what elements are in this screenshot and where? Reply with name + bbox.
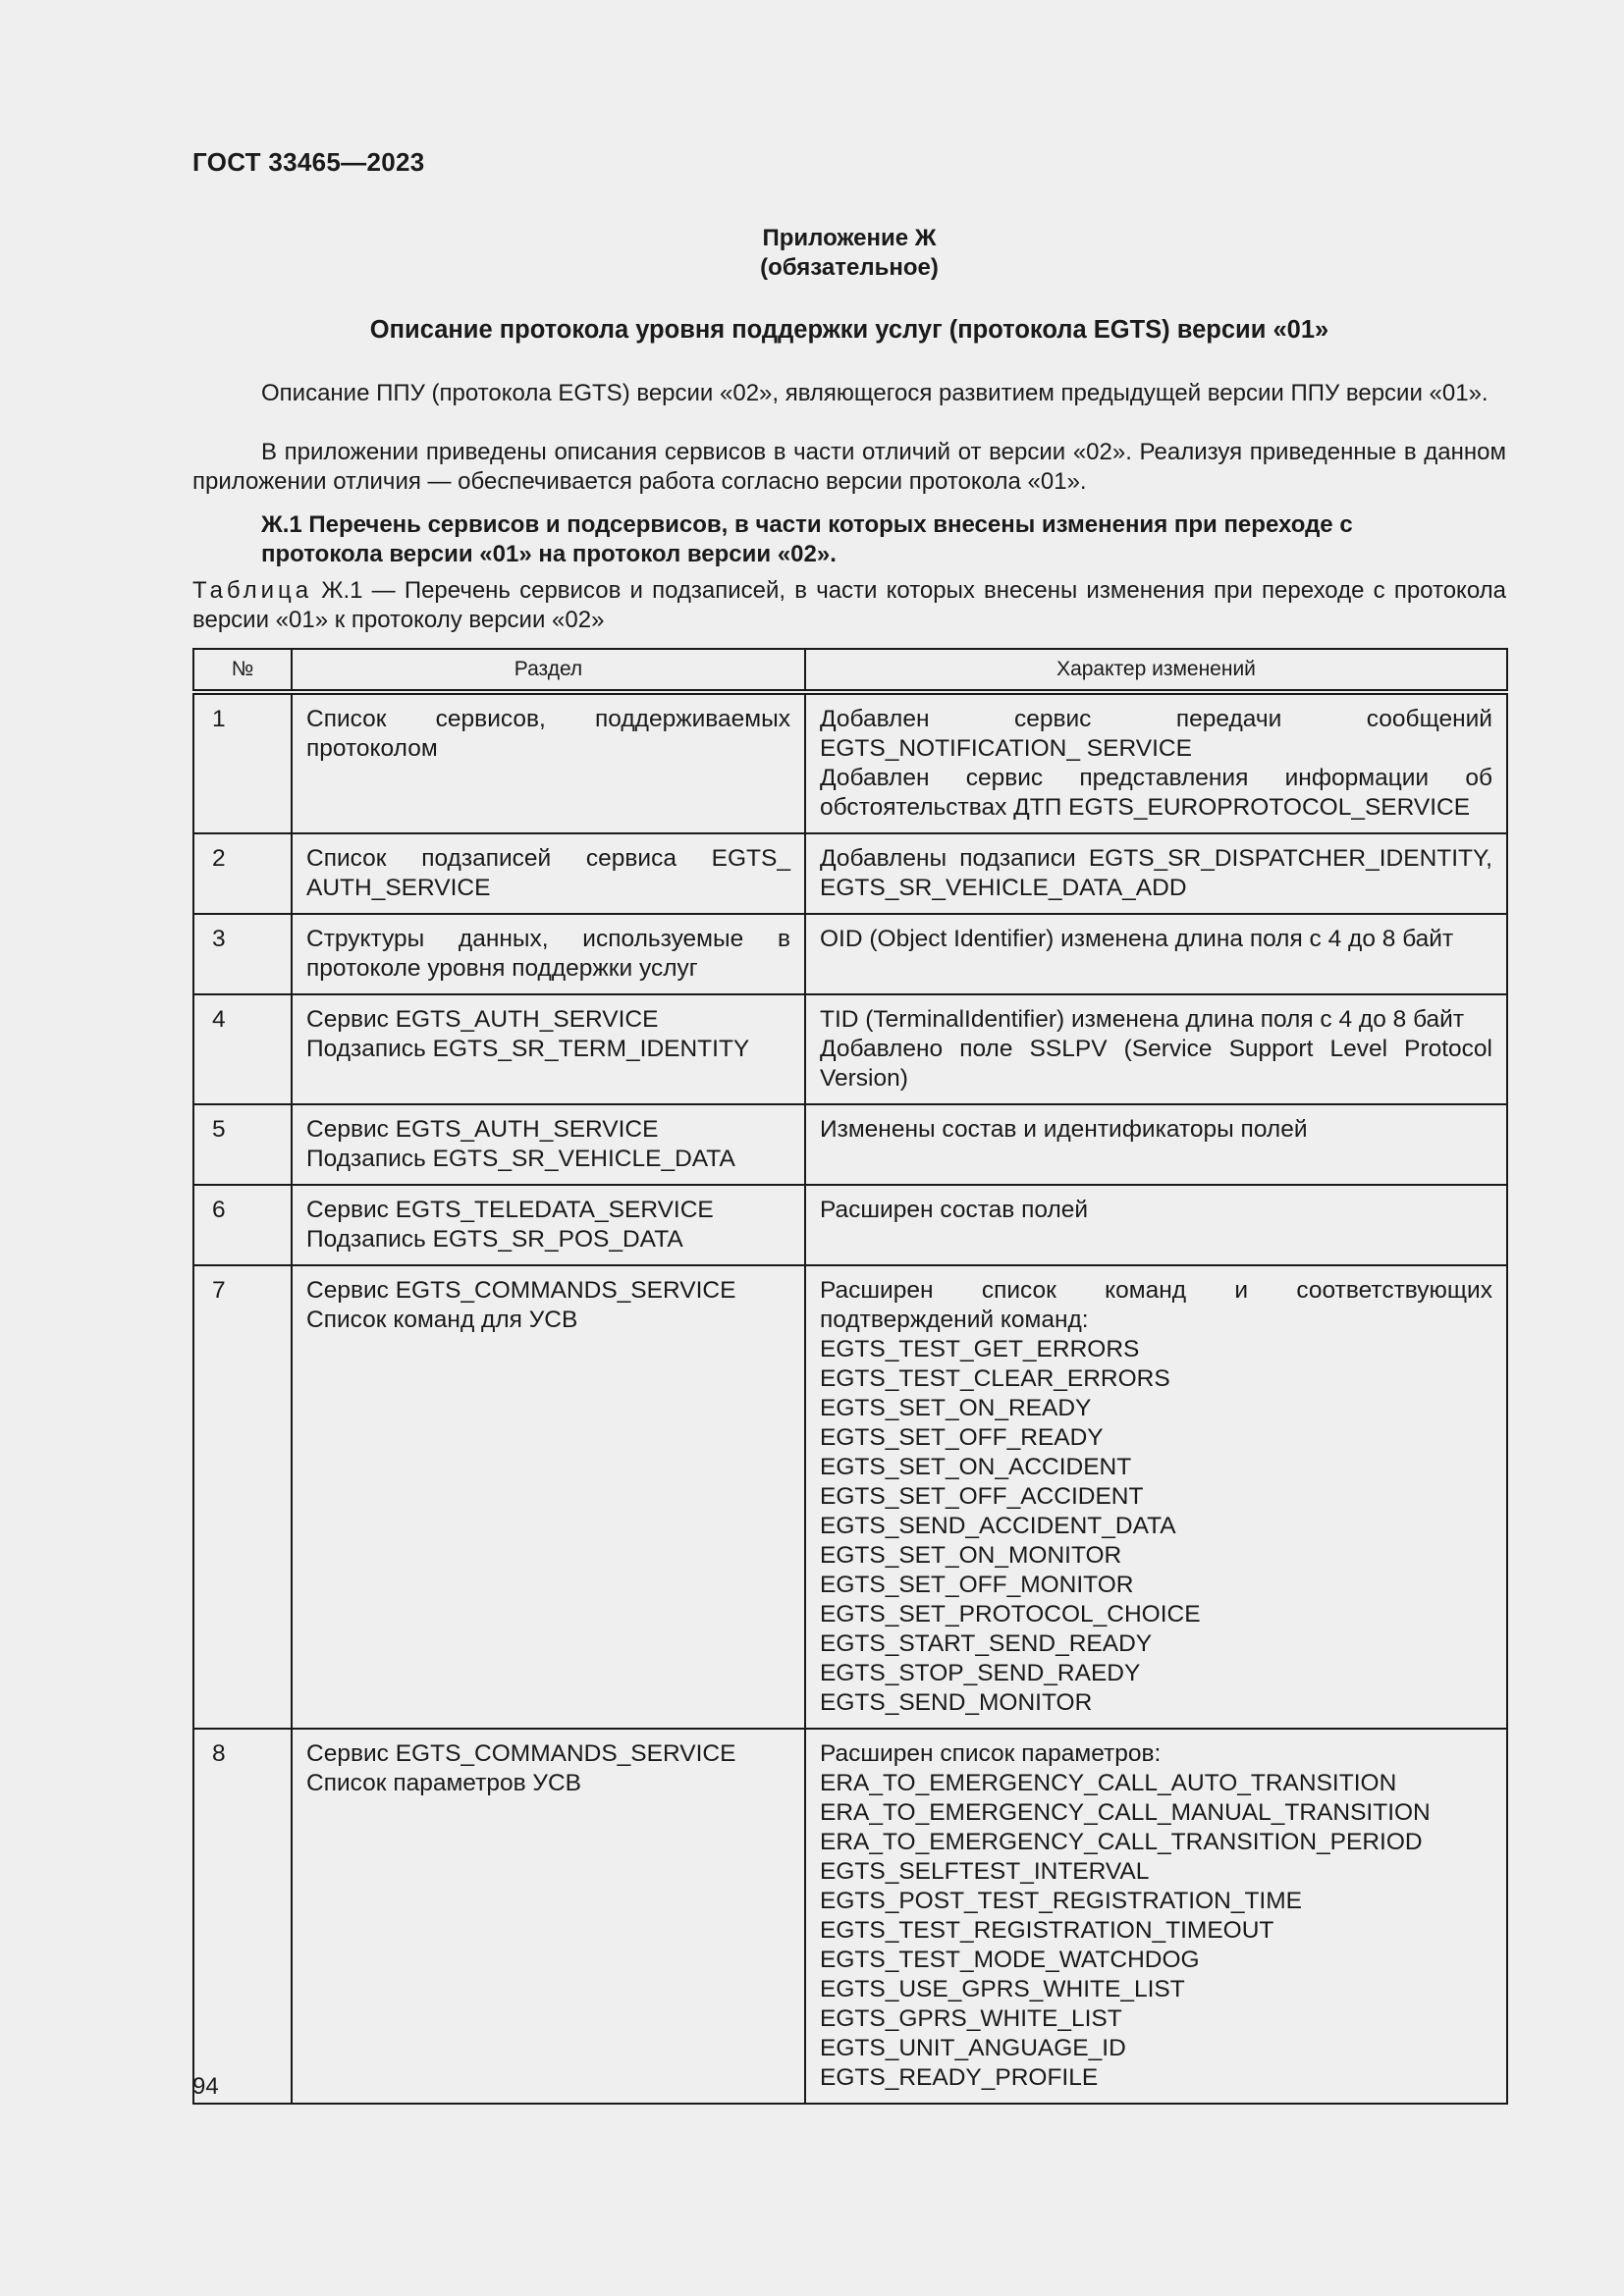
row-changes (805, 1104, 1507, 1185)
row-number: 8 (193, 1729, 292, 2104)
change-line: TID (TerminalIdentifier) изменена длина поля с 4 до 8 байт (820, 1006, 1465, 1033)
section-line: Список сервисов, поддерживаемых протоколом (306, 706, 790, 762)
change-line: EGTS_SELFTEST_INTERVAL (820, 1858, 1150, 1885)
change-line: EGTS_TEST_REGISTRATION_TIMEOUT (820, 1917, 1274, 1944)
row-section (292, 692, 805, 833)
change-line: EGTS_READY_PROFILE (820, 2064, 1099, 2091)
header-section: Раздел (292, 649, 805, 692)
row-changes (805, 994, 1507, 1104)
change-line: EGTS_TEST_CLEAR_ERRORS (820, 1365, 1170, 1392)
header-changes: Характер изменений (805, 649, 1507, 692)
table-caption-label: Таблица (192, 577, 313, 604)
change-line: EGTS_START_SEND_READY (820, 1630, 1153, 1657)
row-section (292, 1729, 805, 2104)
change-line: Добавлен сервис представления информации об обстоятельствах ДТП EGTS_EUROPROTOCOL_SERVICE (820, 765, 1492, 821)
intro-paragraph-1: Описание ППУ (протокола EGTS) версии «02», являющегося развитием предыдущей версии ППУ версии «01». (261, 380, 1489, 406)
row-changes (805, 914, 1507, 994)
table-row (193, 692, 1507, 833)
table-row (193, 1185, 1507, 1265)
change-line: EGTS_TEST_GET_ERRORS (820, 1336, 1140, 1362)
change-line: EGTS_STOP_SEND_RAEDY (820, 1660, 1141, 1686)
row-number: 1 (193, 692, 292, 833)
row-number: 6 (193, 1185, 292, 1265)
table-row (193, 1265, 1507, 1729)
change-line: EGTS_UNIT_ANGUAGE_ID (820, 2035, 1126, 2061)
table-row (193, 994, 1507, 1104)
row-changes (805, 1265, 1507, 1729)
change-line: Расширен список параметров: (820, 1740, 1162, 1767)
change-line: EGTS_SET_OFF_MONITOR (820, 1572, 1134, 1598)
row-number: 3 (193, 914, 292, 994)
row-section (292, 1104, 805, 1185)
table-caption-text: Ж.1 — Перечень сервисов и подзаписей, в части которых внесены изменения при переходе с протокола версии «01» к протоколу версии «02» (192, 577, 1506, 633)
section-line: Сервис EGTS_COMMANDS_SERVICE (306, 1740, 736, 1767)
change-line: OID (Object Identifier) изменена длина поля с 4 до 8 байт (820, 926, 1454, 952)
change-line: ERA_TO_EMERGENCY_CALL_TRANSITION_PERIOD (820, 1829, 1423, 1855)
change-line: Расширен состав полей (820, 1197, 1089, 1223)
section-line: Сервис EGTS_AUTH_SERVICE (306, 1006, 659, 1033)
change-line: Добавлено поле SSLPV (Service Support Level Protocol Version) (820, 1036, 1492, 1092)
row-number: 2 (193, 833, 292, 914)
appendix-status: (обязательное) (760, 254, 939, 281)
change-line: EGTS_SEND_MONITOR (820, 1689, 1093, 1716)
table-row (193, 1104, 1507, 1185)
change-line: EGTS_SET_ON_ACCIDENT (820, 1454, 1132, 1480)
section-line: Структуры данных, используемые в протоколе уровня поддержки услуг (306, 926, 790, 982)
row-number: 7 (193, 1265, 292, 1729)
change-line: EGTS_SET_ON_READY (820, 1395, 1092, 1421)
header-number: № (193, 649, 292, 692)
row-changes (805, 692, 1507, 833)
row-number: 5 (193, 1104, 292, 1185)
table-row (193, 833, 1507, 914)
section-heading-line-1: Ж.1 Перечень сервисов и подсервисов, в части которых внесены изменения при переходе с (261, 511, 1353, 538)
section-line: Список параметров УСВ (306, 1770, 582, 1796)
page-number: 94 (192, 2073, 219, 2100)
section-line: Подзапись EGTS_SR_VEHICLE_DATA (306, 1146, 735, 1172)
intro-paragraph-2: В приложении приведены описания сервисов в части отличий от версии «02». Реализуя приведенные в данном приложении отличия — обеспечивается работа согласно версии протокола «01». (192, 439, 1506, 495)
section-line: Подзапись EGTS_SR_POS_DATA (306, 1226, 683, 1253)
table-caption (192, 576, 1506, 635)
change-line: Расширен список команд и соответствующих подтверждений команд: (820, 1277, 1492, 1333)
change-line: Добавлен сервис передачи сообщений EGTS_NOTIFICATION_ SERVICE (820, 706, 1492, 762)
table-header-row (193, 649, 1507, 692)
section-line: Сервис EGTS_AUTH_SERVICE (306, 1116, 659, 1143)
document-code: ГОСТ 33465—2023 (192, 147, 425, 177)
row-section (292, 914, 805, 994)
table-row (193, 914, 1507, 994)
row-changes (805, 1185, 1507, 1265)
appendix-name: Приложение Ж (762, 225, 937, 251)
appendix-title: Описание протокола уровня поддержки услуг (протокола EGTS) версии «01» (369, 316, 1329, 344)
change-line: EGTS_SET_OFF_ACCIDENT (820, 1483, 1144, 1510)
change-line: EGTS_TEST_MODE_WATCHDOG (820, 1947, 1200, 1973)
section-line: Список команд для УСВ (306, 1307, 578, 1333)
row-changes (805, 833, 1507, 914)
section-heading (261, 510, 1439, 569)
change-line: ERA_TO_EMERGENCY_CALL_AUTO_TRANSITION (820, 1770, 1397, 1796)
row-section (292, 1185, 805, 1265)
row-section (292, 1265, 805, 1729)
change-line: ERA_TO_EMERGENCY_CALL_MANUAL_TRANSITION (820, 1799, 1431, 1826)
change-line: EGTS_GPRS_WHITE_LIST (820, 2005, 1122, 2032)
appendix-heading (192, 224, 1506, 283)
changes-table (192, 648, 1508, 2105)
table-body (193, 692, 1507, 2104)
section-line: Сервис EGTS_COMMANDS_SERVICE (306, 1277, 736, 1304)
change-line: Изменены состав и идентификаторы полей (820, 1116, 1308, 1143)
change-line: EGTS_SET_ON_MONITOR (820, 1542, 1122, 1569)
section-heading-line-2: протокола версии «01» на протокол версии «02». (261, 541, 837, 567)
change-line: EGTS_POST_TEST_REGISTRATION_TIME (820, 1888, 1302, 1914)
change-line: Добавлены подзаписи EGTS_SR_DISPATCHER_IDENTITY, EGTS_SR_VEHICLE_DATA_ADD (820, 845, 1492, 901)
change-line: EGTS_SEND_ACCIDENT_DATA (820, 1513, 1176, 1539)
change-line: EGTS_USE_GPRS_WHITE_LIST (820, 1976, 1185, 2002)
table-row (193, 1729, 1507, 2104)
row-number: 4 (193, 994, 292, 1104)
section-line: Список подзаписей сервиса EGTS_ AUTH_SERVICE (306, 845, 790, 901)
change-line: EGTS_SET_OFF_READY (820, 1424, 1104, 1451)
change-line: EGTS_SET_PROTOCOL_CHOICE (820, 1601, 1201, 1628)
row-section (292, 994, 805, 1104)
row-section (292, 833, 805, 914)
section-line: Сервис EGTS_TELEDATA_SERVICE (306, 1197, 714, 1223)
section-line: Подзапись EGTS_SR_TERM_IDENTITY (306, 1036, 750, 1062)
row-changes (805, 1729, 1507, 2104)
